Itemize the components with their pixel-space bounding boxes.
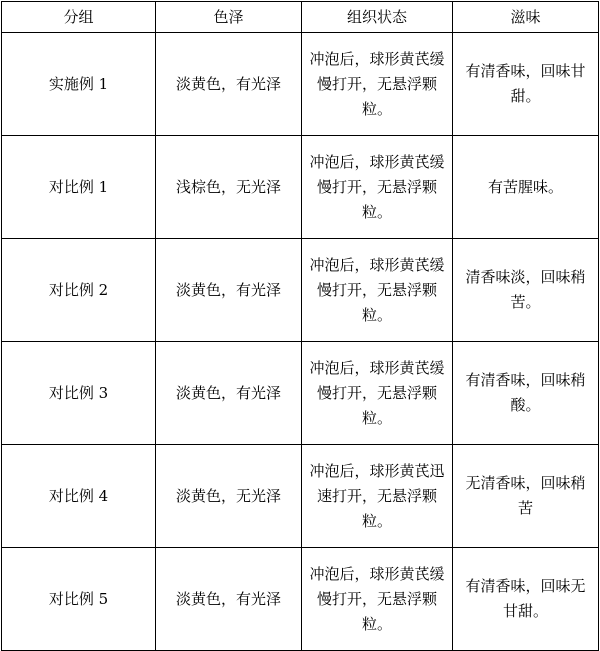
cell-texture: 冲泡后，球形黄芪缓慢打开，无悬浮颗粒。 [302, 239, 453, 342]
cell-group: 对比例 3 [2, 342, 156, 445]
table-row [2, 548, 599, 651]
table-row [2, 239, 599, 342]
cell-color: 淡黄色，无光泽 [156, 445, 302, 548]
cell-taste: 有清香味，回味甘甜。 [453, 33, 599, 136]
cell-group: 对比例 5 [2, 548, 156, 651]
comparison-table [1, 1, 599, 651]
cell-group: 对比例 4 [2, 445, 156, 548]
cell-taste: 有清香味，回味稍酸。 [453, 342, 599, 445]
cell-taste: 清香味淡，回味稍苦。 [453, 239, 599, 342]
cell-color: 淡黄色，有光泽 [156, 33, 302, 136]
cell-color: 淡黄色，有光泽 [156, 239, 302, 342]
cell-group: 对比例 1 [2, 136, 156, 239]
cell-texture: 冲泡后，球形黄芪缓慢打开，无悬浮颗粒。 [302, 342, 453, 445]
table-row [2, 136, 599, 239]
header-color: 色泽 [156, 2, 302, 33]
table-row [2, 33, 599, 136]
cell-color: 淡黄色，有光泽 [156, 548, 302, 651]
header-texture: 组织状态 [302, 2, 453, 33]
cell-group: 实施例 1 [2, 33, 156, 136]
cell-taste: 有苦腥味。 [453, 136, 599, 239]
header-taste: 滋味 [453, 2, 599, 33]
cell-texture: 冲泡后，球形黄芪缓慢打开，无悬浮颗粒。 [302, 33, 453, 136]
cell-group: 对比例 2 [2, 239, 156, 342]
cell-texture: 冲泡后，球形黄芪迅速打开，无悬浮颗粒。 [302, 445, 453, 548]
table-row [2, 342, 599, 445]
cell-color: 淡黄色，有光泽 [156, 342, 302, 445]
cell-texture: 冲泡后，球形黄芪缓慢打开，无悬浮颗粒。 [302, 548, 453, 651]
table-row [2, 445, 599, 548]
header-group: 分组 [2, 2, 156, 33]
cell-taste: 无清香味，回味稍苦 [453, 445, 599, 548]
cell-texture: 冲泡后，球形黄芪缓慢打开，无悬浮颗粒。 [302, 136, 453, 239]
header-row [2, 2, 599, 33]
cell-taste: 有清香味，回味无甘甜。 [453, 548, 599, 651]
cell-color: 浅棕色，无光泽 [156, 136, 302, 239]
